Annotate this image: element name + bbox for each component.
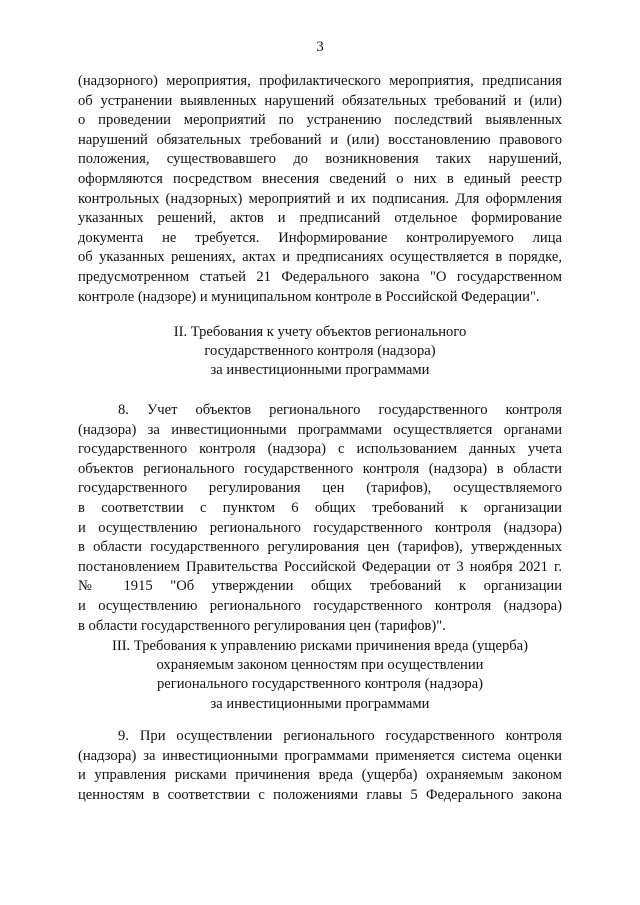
text-line: (надзора) за инвестиционными программами применяется система оценки: [78, 747, 562, 764]
text-line: и осуществлению регионального государственного контроля (надзора): [78, 519, 562, 536]
text-line: нарушений обязательных требований и (или) восстановлению правового: [78, 131, 562, 148]
heading-line: регионального государственного контроля (надзора): [156, 676, 484, 693]
text-line: государственного контроля (надзора) с использованием данных учета: [78, 441, 562, 458]
paragraph-9: [78, 727, 562, 805]
text-line: и управления рисками причинения вреда (ущерба) охраняемым законом: [78, 767, 562, 784]
page-number: 3: [316, 39, 324, 55]
heading-line: за инвестиционными программами: [210, 362, 430, 379]
section-heading-2: [78, 323, 562, 381]
text-line: указанных решений, актов и предписаний отдельное формирование: [78, 210, 562, 227]
text-line: контрольных (надзорных) мероприятий и их подписания. Для оформления: [78, 190, 562, 207]
heading-line: III. Требования к управлению рисками причинения вреда (ущерба): [111, 638, 529, 654]
text-line: о проведении мероприятий по устранению последствий выявленных: [78, 112, 562, 129]
heading-line: государственного контроля (надзора): [204, 343, 436, 360]
text-line: (надзорного) мероприятия, профилактического мероприятия, предписания: [78, 73, 562, 89]
text-line: в области государственного регулирования цен (тарифов), утвержденных: [78, 539, 562, 556]
text-line: об указанных решениях, актах и предписаниях осуществляется в порядке,: [78, 249, 562, 266]
text-line: 8. Учет объектов регионального государственного контроля: [118, 402, 562, 418]
text-line: в соответствии с пунктом 6 общих требований к организации: [78, 499, 562, 516]
heading-line: охраняемым законом ценностям при осуществлении: [156, 657, 484, 674]
text-line: и осуществлению регионального государственного контроля (надзора): [78, 597, 562, 614]
paragraph-continued: [78, 72, 562, 307]
text-line: предусмотренном статьей 21 Федерального закона "О государственном: [78, 268, 562, 285]
text-line: документа не требуется. Информирование контролируемого лица: [78, 229, 562, 246]
text-line: об устранении выявленных нарушений обязательных требований и (или): [78, 92, 562, 109]
text-line: № 1915 "Об утверждении общих требований к организации: [78, 578, 562, 595]
text-line: оформляются посредством внесения сведений о них в единый реестр: [78, 170, 562, 187]
text-line: контроле (надзоре) и муниципальном контроле в Российской Федерации".: [78, 288, 540, 305]
heading-line: за инвестиционными программами: [210, 695, 430, 712]
text-line: 9. При осуществлении регионального государственного контроля: [118, 728, 562, 744]
text-line: в области государственного регулирования цен (тарифов)".: [78, 617, 446, 634]
text-line: государственного регулирования цен (тарифов), осуществляемого: [78, 480, 562, 497]
paragraph-8: [78, 401, 562, 636]
text-line: постановлением Правительства Российской Федерации от 3 ноября 2021 г.: [78, 558, 562, 575]
text-line: (надзора) за инвестиционными программами осуществляется органами: [78, 421, 562, 438]
text-line: положения, существовавшего до возникновения таких нарушений,: [78, 151, 562, 168]
heading-line: II. Требования к учету объектов регионального: [173, 324, 467, 340]
text-line: объектов регионального государственного контроля (надзора) в области: [78, 460, 562, 477]
section-heading-3: [78, 637, 562, 714]
text-line: ценностям в соответствии с положениями главы 5 Федерального закона: [78, 786, 562, 803]
